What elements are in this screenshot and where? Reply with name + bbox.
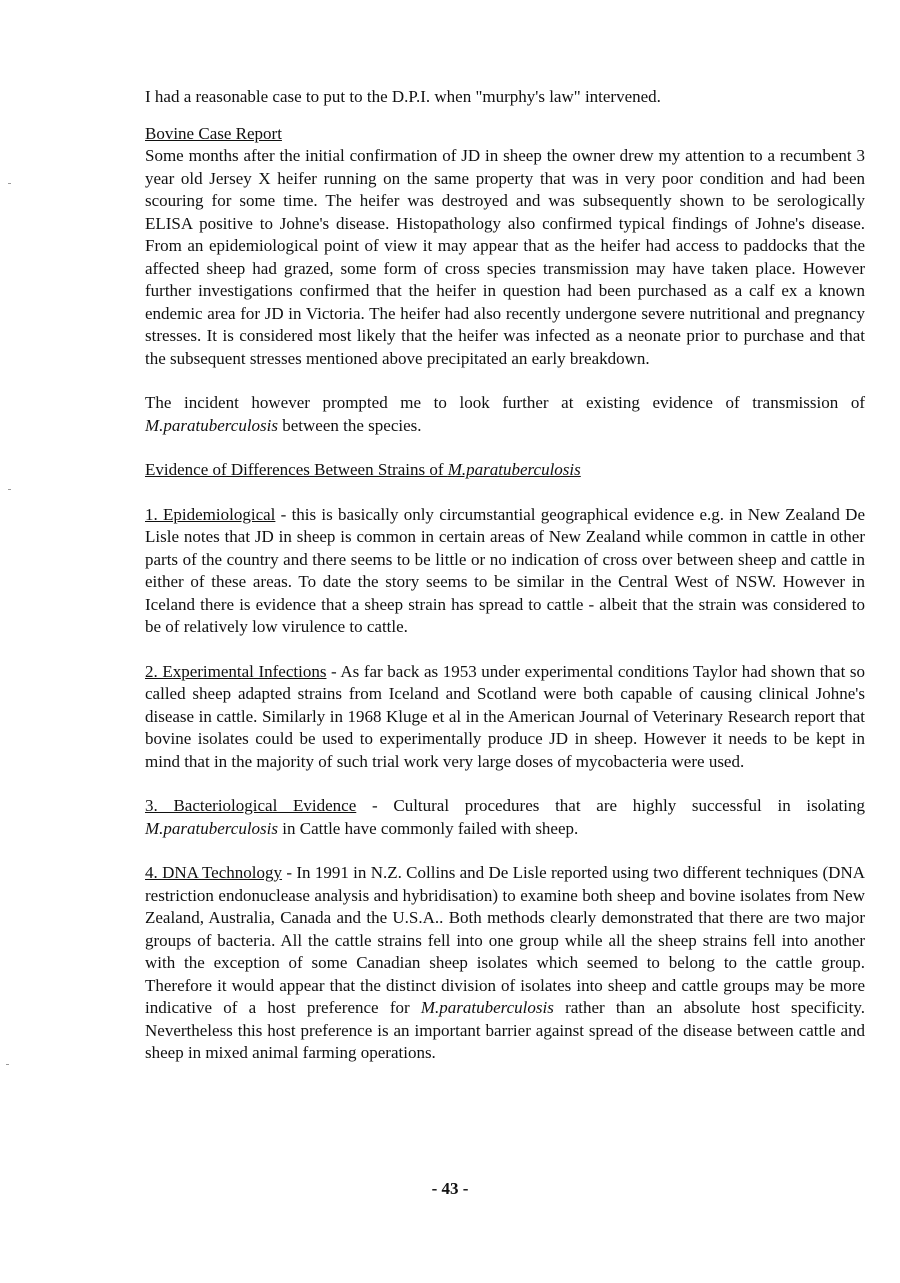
evidence-heading bbox=[145, 459, 865, 482]
dna-label: 4. DNA Technology bbox=[145, 863, 283, 882]
experimental-paragraph bbox=[145, 661, 865, 774]
scan-speck bbox=[8, 489, 11, 490]
page-number: - 43 - bbox=[431, 1179, 469, 1198]
organism-name: M.paratuberculosis bbox=[145, 818, 279, 838]
organism-name: M.paratuberculosis bbox=[447, 460, 581, 479]
intro-paragraph: I had a reasonable case to put to the D.P.I. when "murphy's law" intervened. bbox=[145, 87, 661, 106]
experimental-text: - As far back as 1953 under experimental conditions Taylor had shown that so called sheep adapted strains from Iceland and Scotland were both capable of causing clinical Johne's disease in cattle. Similarly in 1968 Kluge et al in the American Journal of Veterinary Research report that bovine isolates could be used to experimentally produce JD in sheep. However it needs to be kept in mind that in the majority of such trial work very large doses of mycobacteria were used. bbox=[145, 661, 865, 771]
organism-name: M.paratuberculosis bbox=[420, 998, 554, 1017]
incident-text-before: The incident however prompted me to look further at existing evidence of transmission of bbox=[145, 393, 865, 412]
organism-name: M.paratuberculosis bbox=[145, 415, 279, 435]
bacteriological-text-after: in Cattle have commonly failed with sheep. bbox=[278, 818, 579, 838]
evidence-heading-text: Evidence of Differences Between Strains of bbox=[145, 460, 448, 479]
scan-speck bbox=[8, 183, 11, 184]
bovine-case-paragraph: Some months after the initial confirmation of JD in sheep the owner drew my attention to a recumbent 3 year old Jersey X heifer running on the same property that was in very poor condition and had been scouring for some time. The heifer was destroyed and was subsequently shown to be serologically ELISA positive to Johne's disease. Histopathology also confirmed typical findings of Johne's disease. From an epidemiological point of view it may appear that as the heifer had access to paddocks that the affected sheep had grazed, some form of cross species transmission may have taken place. However further investigations confirmed that the heifer in question had been purchased as a calf ex a known endemic area for JD in Victoria. The heifer had also recently undergone severe nutritional and pregnancy stresses. It is considered most likely that the heifer was infected as a neonate prior to purchase and that the subsequent stresses mentioned above precipitated an early breakdown. bbox=[145, 146, 865, 368]
scan-speck bbox=[6, 1064, 9, 1065]
bovine-case-heading: Bovine Case Report bbox=[145, 123, 282, 143]
epidemiological-label: 1. Epidemiological bbox=[145, 504, 276, 524]
bacteriological-paragraph bbox=[145, 795, 865, 840]
bacteriological-text-before: - Cultural procedures that are highly successful in isolating bbox=[356, 796, 865, 815]
dna-paragraph bbox=[145, 862, 865, 1065]
incident-paragraph bbox=[145, 392, 865, 437]
dna-text-after: rather than an absolute host specificity. Nevertheless this host preference is an important barrier against spread of the disease between cattle and sheep in mixed animal farming operations. bbox=[145, 998, 865, 1062]
epidemiological-text: - this is basically only circumstantial geographical evidence e.g. in New Zealand De Lisle notes that JD in sheep is common in certain areas of New Zealand while common in cattle in other parts of the country and there seems to be little or no indication of cross over between sheep and cattle in either of these areas. To date the story seems to be similar in the Central West of NSW. However in Iceland there is evidence that a sheep strain has spread to cattle - albeit that the strain was considered to be of relatively low virulence to cattle. bbox=[145, 504, 866, 636]
experimental-label: 2. Experimental Infections bbox=[145, 661, 327, 681]
dna-text-before: - In 1991 in N.Z. Collins and De Lisle reported using two different techniques (DNA restriction endonuclease analysis and hybridisation) to examine both sheep and bovine isolates from New Zealand, Australia, Canada and the U.S.A.. Both methods clearly demonstrated that there are two major groups of bacteria. All the cattle strains fell into one group while all the sheep strains fell into another with the exception of some Canadian sheep isolates which seemed to belong to the cattle group. Therefore it would appear that the distinct division of isolates into sheep and cattle groups may be more indicative of a host preference for bbox=[145, 863, 865, 1017]
incident-text-after: between the species. bbox=[278, 415, 422, 435]
document-page bbox=[145, 86, 865, 1065]
epidemiological-paragraph bbox=[145, 504, 865, 639]
bacteriological-label: 3. Bacteriological Evidence bbox=[145, 796, 357, 815]
